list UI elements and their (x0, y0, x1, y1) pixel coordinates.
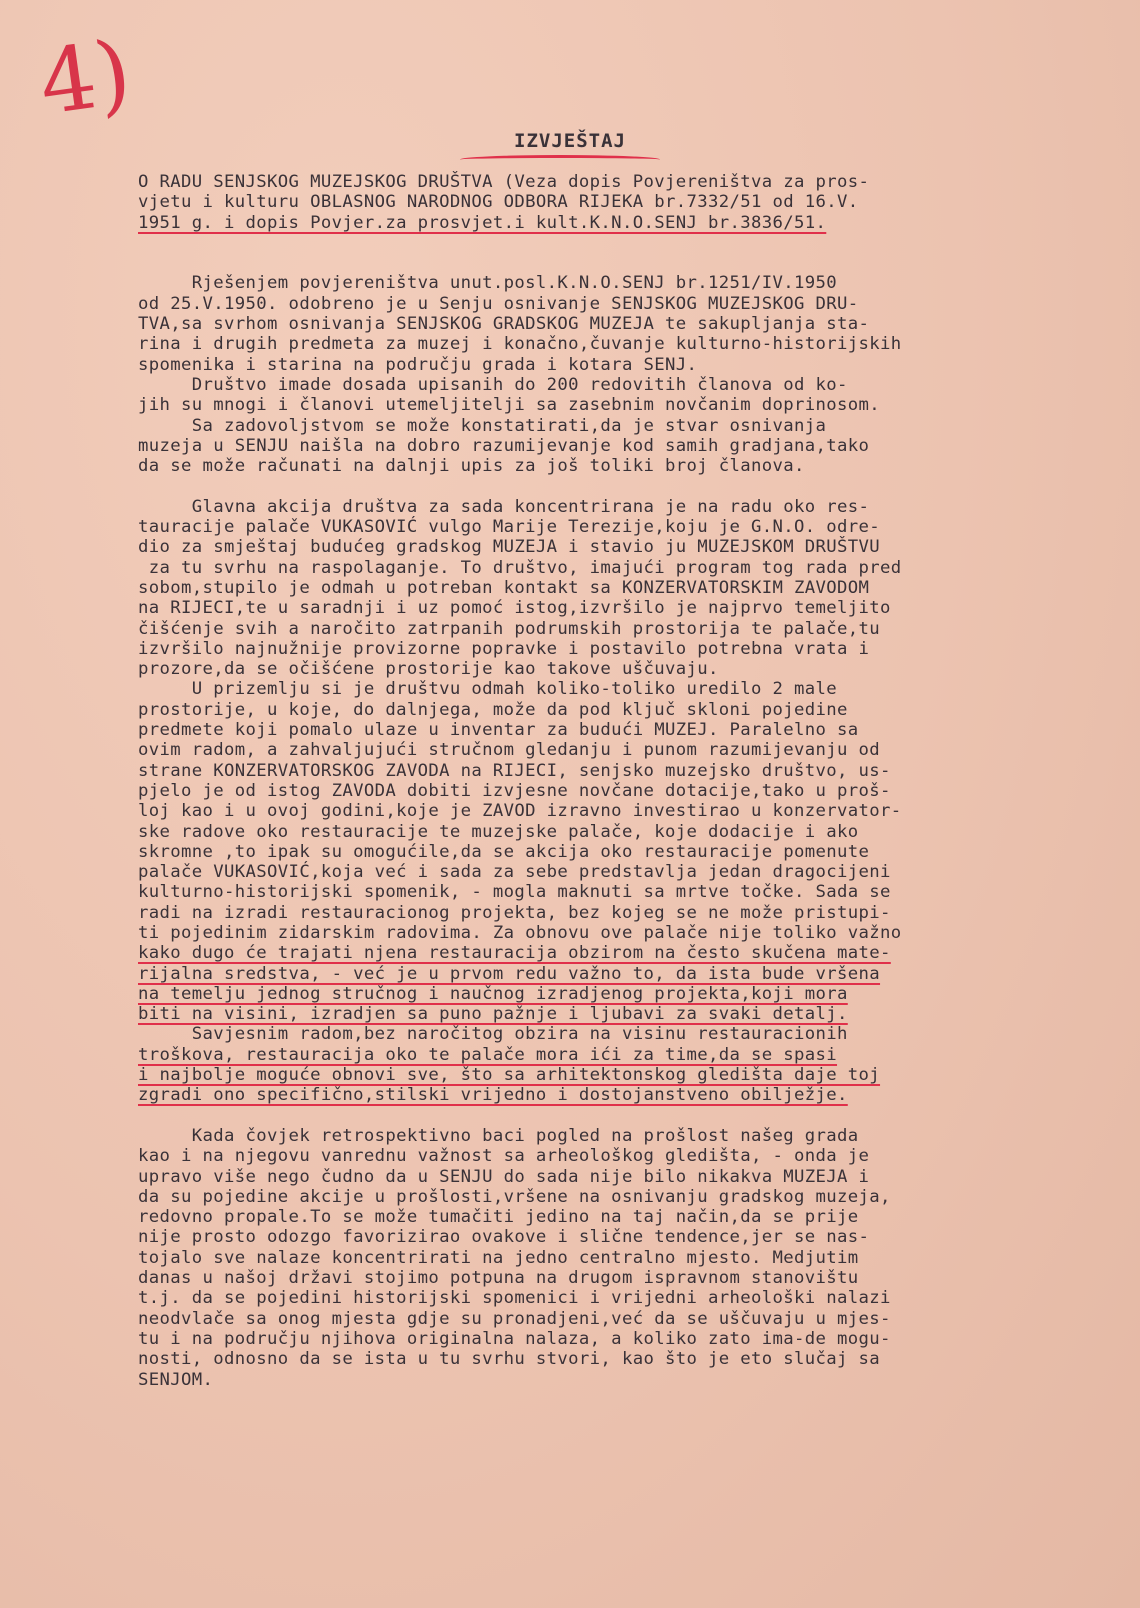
text-line: ti pojedinim zidarskim radovima. Za obnovu ove palače nije toliko važno (138, 922, 902, 943)
text-line: izvršilo najnužnije provizorne popravke i postavilo potrebna vrata i (138, 638, 870, 659)
text-line: strane KONZERVATORSKOG ZAVODA na RIJECI, senjsko muzejsko društvo, us- (138, 760, 891, 781)
text-line: ske radove oko restauracije te muzejske palače, koje dodacije i ako (138, 821, 859, 842)
text-line: Sa zadovoljstvom se može konstatirati,da je stvar osnivanja (138, 415, 827, 436)
document-title: IZVJEŠTAJ (514, 130, 626, 152)
text-line: dio za smještaj budućeg gradskog MUZEJA i stavio ju MUZEJSKOM DRUŠTVU (138, 537, 881, 558)
text-line: za tu svrhu na raspolaganje. To društvo, imajući program tog rada pred (138, 557, 902, 578)
text-line: da se može računati na dalnji upis za još toliki broj članova. (138, 456, 805, 477)
text-line: rijalna sredstva, - već je u prvom redu važno to, da ista bude vršena (138, 963, 881, 984)
text-line: danas u našoj državi stojimo potpuna na drugom ispravnom stanovištu (138, 1268, 859, 1289)
text-line: pjelo je od istog ZAVODA dobiti izvjesne novčane dotacije,tako u proš- (138, 780, 891, 801)
text-line: Društvo imade dosada upisanih do 200 redovitih članova od ko- (138, 374, 848, 395)
text-line: loj kao i u ovoj godini,koje je ZAVOD izravno investirao u konzervator- (138, 801, 902, 822)
text-line: nosti, odnosno da se ista u tu svrhu stvori, kao što je eto slučaj sa (138, 1349, 881, 1370)
text-line: neodvlače sa onog mjesta gdje su pronadjeni,već da se uščuvaju u mjes- (138, 1308, 891, 1329)
text-line: tauracije palače VUKASOVIĆ vulgo Marije Terezije,koju je G.N.O. odre- (138, 517, 881, 538)
text-line: U prizemlju si je društvu odmah koliko-toliko uredilo 2 male (138, 679, 838, 700)
text-line: 1951 g. i dopis Povjer.za prosvjet.i kult.K.N.O.SENJ br.3836/51. (138, 212, 827, 233)
text-line: kulturno-historijski spomenik, - mogla maknuti sa mrtve točke. Sada se (138, 882, 891, 903)
document-body (138, 172, 1128, 1390)
text-line: prozore,da se očišćene prostorije kao takove uščuvaju. (138, 659, 719, 680)
text-line: na RIJECI,te u saradnji i uz pomoć istog,izvršilo je najprvo temeljito (138, 598, 891, 619)
text-line: sobom,stupilo je odmah u potreban kontakt sa KONZERVATORSKIM ZAVODOM (138, 577, 870, 598)
text-line: na temelju jednog stručnog i naučnog izradjenog projekta,koji mora (138, 983, 848, 1004)
text-line: tu i na području njihova originalna nalaza, a koliko zato ima-de mogu- (138, 1328, 891, 1349)
text-line: t.j. da se pojedini historijski spomenici i vrijedni arheološki nalazi (138, 1288, 891, 1309)
text-line: biti na visini, izradjen sa puno pažnje i ljubavi za svaki detalj. (138, 1004, 848, 1025)
text-line: čišćenje svih a naročito zatrpanih podrumskih prostorija te palače,tu (138, 618, 881, 639)
text-line: Kada čovjek retrospektivno baci pogled na prošlost našeg grada (138, 1125, 859, 1146)
text-line: skromne ,to ipak su omogućile,da se akcija oko restauracije pomenute (138, 841, 870, 862)
text-line: Savjesnim radom,bez naročitog obzira na visinu restauracionih (138, 1024, 848, 1045)
text-line: TVA,sa svrhom osnivanja SENJSKOG GRADSKOG MUZEJA te sakupljanja sta- (138, 314, 870, 335)
text-line (138, 233, 1128, 253)
text-line: Rješenjem povjereništva unut.posl.K.N.O.SENJ br.1251/IV.1950 (138, 273, 838, 294)
text-line (138, 476, 1128, 496)
text-line: kako dugo će trajati njena restauracija obzirom na često skučena mate- (138, 943, 891, 964)
text-line: nije prosto odozgo favorizirao ovakove i slične tendence,jer se nas- (138, 1227, 870, 1248)
text-line: jih su mnogi i članovi utemeljitelji sa zasebnim novčanim doprinosom. (138, 395, 881, 416)
text-line: tojalo sve nalaze koncentrirati na jedno centralno mjesto. Medjutim (138, 1247, 859, 1268)
text-line: vjetu i kulturu OBLASNOG NARODNOG ODBORA RIJEKA br.7332/51 od 16.V. (138, 192, 859, 213)
text-line: od 25.V.1950. odobreno je u Senju osnivanje SENJSKOG MUZEJSKOG DRU- (138, 293, 859, 314)
text-line: radi na izradi restauracionog projekta, bez kojeg se ne može pristupi- (138, 902, 891, 923)
text-line: O RADU SENJSKOG MUZEJSKOG DRUŠTVA (Veza dopis Povjereništva za pros- (138, 172, 870, 192)
text-line: zgradi ono specifično,stilski vrijedno i dostojanstveno obilježje. (138, 1085, 848, 1106)
text-line: troškova, restauracija oko te palače mora ići za time,da se spasi (138, 1044, 838, 1065)
page-number: 4) (33, 20, 137, 135)
text-line: palače VUKASOVIĆ,koja već i sada za sebe predstavlja jedan dragocijeni (138, 862, 891, 883)
title-underline (460, 155, 660, 164)
text-line: spomenika i starina na području grada i kotara SENJ. (138, 354, 698, 375)
text-line: rina i drugih predmeta za muzej i konačno,čuvanje kulturno-historijskih (138, 334, 902, 355)
text-line: predmete koji pomalo ulaze u inventar za budući MUZEJ. Paralelno sa (138, 720, 859, 741)
text-line: prostorije, u koje, do dalnjega, može da pod ključ skloni pojedine (138, 699, 848, 720)
text-line (138, 1106, 1128, 1126)
text-line: i najbolje moguće obnovi sve, što sa arhitektonskog gledišta daje toj (138, 1065, 881, 1086)
text-line: redovno propale.To se može tumačiti jedino na taj način,da se prije (138, 1207, 859, 1228)
text-line: SENJOM. (138, 1369, 214, 1390)
text-line: muzeja u SENJU naišla na dobro razumijevanje kod samih gradjana,tako (138, 435, 870, 456)
text-line (138, 253, 1128, 273)
text-line: ovim radom, a zahvaljujući stručnom gledanju i punom razumijevanju od (138, 740, 881, 761)
text-line: kao i na njegovu vanrednu važnost sa arheološkog gledišta, - onda je (138, 1146, 870, 1167)
text-line: Glavna akcija društva za sada koncentrirana je na radu oko res- (138, 496, 870, 517)
text-line: da su pojedine akcije u prošlosti,vršene na osnivanju gradskog muzeja, (138, 1186, 891, 1207)
text-line: upravo više nego čudno da u SENJU do sada nije bilo nikakva MUZEJA i (138, 1166, 870, 1187)
